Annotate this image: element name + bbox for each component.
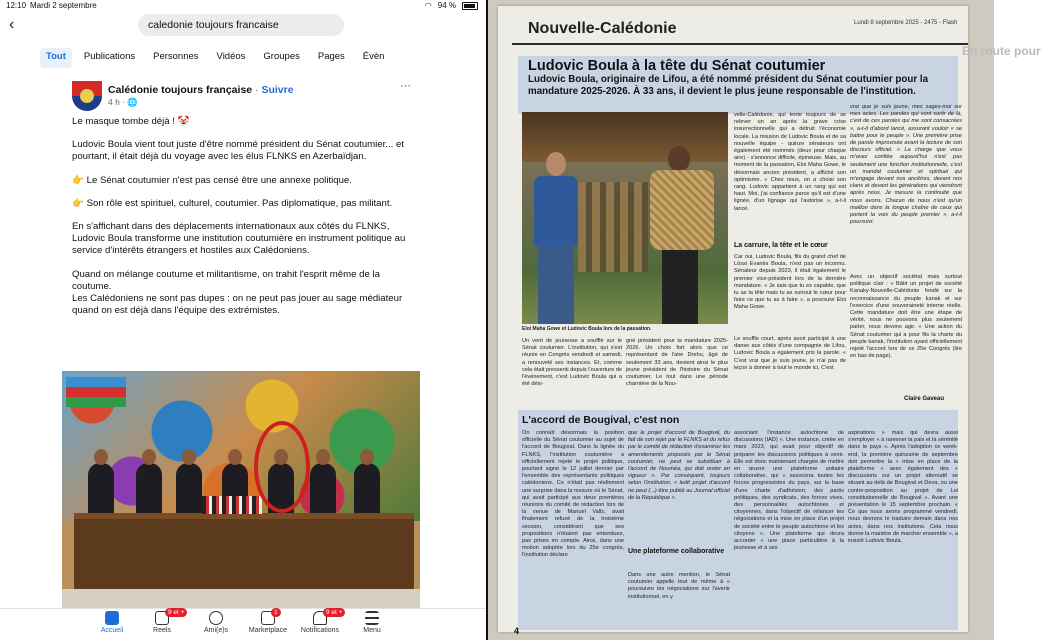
tab-videos[interactable]: Vidéos bbox=[216, 51, 246, 62]
author-separator: · bbox=[252, 84, 262, 96]
tab-evenements[interactable]: Évèn bbox=[362, 51, 385, 62]
status-bar bbox=[0, 0, 486, 12]
dancer-costume bbox=[650, 170, 714, 250]
post-time-text: 4 h · bbox=[108, 97, 126, 107]
home-icon bbox=[105, 611, 119, 625]
person-head bbox=[316, 449, 330, 465]
article-column: Dans une autre mention, le Sénat coutumier appelle tout de même à « poursuivre les négociations sur l'avenir institutionnel, en y bbox=[628, 572, 730, 600]
article-column: velle-Calédonie, qui tente toujours de se relever un an après la grave crise insurrectionnelle qui a détruit l'économie locale. La mission de Ludovic Boula et de sa nouvelle équipe - quinze sénateurs ont également été nommés (deux pour chaque aire) - s'annonce difficile, épineuse. Mais, au moment de la passation, Eloi Maha Gowe, le désormais ancien président, a affiché son optimisme. « Chez nous, on a choisi son rang. Ludovic appartient à un rang qui est haut. Moi, j'ai confiance parce qu'il est d'une lignée, d'un lignage qui l'autorise », a-t-il lancé. bbox=[734, 112, 846, 212]
friends-icon bbox=[209, 611, 223, 625]
nav-label: Menu bbox=[363, 627, 381, 634]
person bbox=[354, 463, 380, 515]
flag-stripe-green bbox=[66, 397, 126, 407]
person-head bbox=[182, 449, 196, 465]
reels-icon bbox=[155, 609, 185, 625]
photo-dancer bbox=[646, 146, 716, 324]
article-column: gné président pour la mandature 2025-2026. Un choix fort alors que ce représentant de l'aire Drehu, âgé de seulement 33 ans, devient ainsi le plus jeune président de l'histoire du Sénat coutumier. Le tout dans une période charnière de la Nou- bbox=[626, 338, 728, 388]
article-signature: Claire Gaveau bbox=[904, 396, 945, 402]
marketplace-icon bbox=[261, 609, 278, 625]
globe-icon: 🌐 bbox=[127, 97, 138, 107]
follow-button[interactable]: Suivre bbox=[261, 84, 294, 96]
tab-pages[interactable]: Pages bbox=[317, 51, 345, 62]
flag-stripe-blue bbox=[66, 377, 126, 387]
notifications-icon bbox=[313, 609, 343, 625]
photo-caption: Eloi Maha Gowe et Ludovic Boula lors de la passation. bbox=[522, 326, 652, 332]
page-avatar[interactable] bbox=[72, 81, 102, 111]
battery-icon bbox=[462, 2, 478, 10]
newspaper-date: Lundi 8 septembre 2025 - 2475 - Flash bbox=[854, 20, 958, 26]
tab-publications[interactable]: Publications bbox=[83, 51, 136, 62]
status-icons bbox=[425, 1, 478, 10]
post-author-line bbox=[108, 84, 294, 96]
notification-badge: 9 et + bbox=[165, 608, 187, 617]
floor bbox=[62, 589, 420, 609]
flag-stripe-red bbox=[66, 387, 126, 397]
newspaper-section: Nouvelle-Calédonie bbox=[528, 20, 677, 37]
section-rule bbox=[512, 43, 968, 45]
more-options-button[interactable]: ··· bbox=[400, 80, 411, 92]
post-photo[interactable] bbox=[62, 371, 420, 609]
newspaper-page bbox=[498, 6, 968, 636]
speaker-legs bbox=[538, 246, 574, 324]
nav-label: Ami(e)s bbox=[203, 627, 229, 634]
nav-menu[interactable] bbox=[342, 611, 402, 634]
page-number: 4 bbox=[514, 626, 520, 636]
conference-table bbox=[74, 519, 414, 589]
menu-icon bbox=[365, 611, 379, 625]
article-column: vrai que je suis jeune, mes sages-moi sur mes actes. Les paroles qui vont sortir de là, c'est de ces paroles qui me sont consacrées », a-t-il d'abord lancé, assurant vouloir « se battre pour le peuple ». Une première prise de parole improvisée avant la lecture de son discours officiel. « La charge que vous m'avez confiée aujourd'hui n'est pas seulement une fonction institutionnelle, c'est un mandat coutumier et spirituel qui m'engage devant nos ancêtres, devant nos clans et devant les générations qui viendront après nous. Je mesure la continuité que nous avons. Chacun de nous n'est qu'un maillon dans la longue chaîne de ceux qui portent la voix du peuple premier », a-t-il poursuivi. bbox=[850, 104, 962, 226]
wifi-icon: ◠ bbox=[424, 1, 432, 10]
person-head bbox=[228, 449, 242, 465]
post-time bbox=[108, 97, 138, 108]
article-lead: Ludovic Boula, originaire de Lifou, a été nommé président du Sénat coutumier pour la mandature 2025-2026. À 33 ans, il devient le plus jeune responsable de l'institution. bbox=[528, 74, 929, 97]
post-paragraph: Ludovic Boula vient tout juste d'être nommé président du Sénat coutumier... et pourtant, il était déjà du voyage avec les élus FLNKS en Azerbaïdjan. bbox=[72, 139, 404, 163]
article-column: Le souffle court, après avoir participé à une danse aux côtés d'une compagnie de Lifou, Ludovic Boula a également pris la parole. « C'est vrai que je suis jeune, je n'ai pas de leçon à donner à tout le monde ici. C'est bbox=[734, 336, 846, 371]
article-column: Un vent de jeunesse a soufflé sur le Sénat coutumier. L'institution, qui s'est réunie en Congrès vendredi et samedi, a renouvelé ses instances. Et, comme cela était pressenti depuis l'ouverture de l'événement, c'est Ludovic Boula qui a été dési- bbox=[522, 338, 622, 388]
battery-percent: 94 % bbox=[437, 1, 456, 10]
post-paragraph: Les Calédoniens ne sont pas dupes : on ne peut pas jouer au sage médiateur quand on est déjà dans l'équipe des extrémistes. bbox=[72, 293, 403, 317]
newspaper-photo-panel bbox=[488, 0, 1041, 640]
nav-notifications[interactable] bbox=[290, 611, 350, 634]
avatar-emblem bbox=[80, 89, 94, 103]
nav-label: Marketplace bbox=[248, 627, 288, 634]
status-time: 12:10 bbox=[6, 1, 27, 10]
article-column: Car oui, Ludovic Boula, fils du grand chef de Lössi Evanès Boula, n'est pas un inconnu. Sénateur depuis 2023, il était également le premier vice-président lors de la dernière mandature. « Je sais que tu es capable, que tu as la tête mais tu as surtout le cœur pour faire ce que tu as à faire », a poursuivi Eloi Maha Gowe. bbox=[734, 254, 846, 311]
notification-badge: 1 bbox=[271, 608, 281, 617]
post-author[interactable]: Calédonie toujours française bbox=[108, 84, 253, 96]
nav-label: Accueil bbox=[100, 627, 124, 634]
search-input[interactable]: caledonie toujours francaise bbox=[138, 14, 344, 36]
sidebar-article-title: L'accord de Bougival, c'est non bbox=[522, 414, 680, 426]
person-head bbox=[360, 449, 374, 465]
tab-personnes[interactable]: Personnes bbox=[153, 51, 199, 62]
post-paragraph: Le masque tombe déjà ! 🤡 bbox=[72, 116, 190, 127]
search-tabs bbox=[40, 48, 396, 68]
nav-marketplace[interactable] bbox=[238, 611, 298, 634]
photo-crowd bbox=[578, 182, 648, 272]
post-paragraph: Quand on mélange coutume et militantisme, on trahit l'esprit même de la coutume. bbox=[72, 268, 380, 292]
bottom-navigation bbox=[0, 608, 486, 641]
nav-label: Reels bbox=[153, 627, 171, 634]
article-column: associant l'instance autochtone de discussions (IAD) ». Une instance, créée en mars 2023, qui avait pour objectif de préparer les discussions politiques à venir. Elle est donc maintenant chargée de mettre en œuvre une plateforme unitaire collaborative, qui « associera toutes les forces progressistes du pays, sur la base d'une charte d'adhésion, des partis politiques, des syndicats, des forces vives, des personnalités autochtones et citoyennes, dans l'objectif de relancer les négociations et la mise en place d'un projet de société entre le peuple autochtone et les citoyens ». Une plateforme qui devra accorder « une place particulière à la jeunesse et à ses bbox=[734, 430, 844, 552]
person-head bbox=[142, 449, 156, 465]
person bbox=[88, 463, 114, 515]
article-subhead: Une plateforme collaborative bbox=[628, 548, 725, 555]
red-circle-annotation bbox=[254, 421, 310, 513]
nav-amis[interactable] bbox=[186, 611, 246, 634]
article-photo bbox=[522, 112, 728, 324]
flags bbox=[62, 371, 132, 411]
nav-label: Notifications bbox=[300, 627, 340, 634]
post-text bbox=[72, 116, 417, 328]
status-date: Mardi 2 septembre bbox=[30, 1, 97, 10]
notification-badge: 9 et + bbox=[323, 608, 345, 617]
person bbox=[176, 463, 202, 515]
post-paragraph: 👉 Son rôle est spirituel, culturel, coutumier. Pas diplomatique, pas militant. bbox=[72, 197, 393, 209]
person bbox=[310, 463, 336, 515]
photo-speaker bbox=[528, 152, 578, 324]
article-subhead: La carrure, la tête et le cœur bbox=[734, 242, 828, 249]
article-column: aspirations » mais qui devra aussi s'employer « à ramener la paix et la sérénité dans le pays ». Après l'adoption ce week-end, la première quinzaine de septembre doit permettre la « mise en place de la plateforme » avec également des « discussions sur un projet alternatif se situant au-delà de Bougival et Deva, ou une contre-proposition au projet de Loi constitutionnelle de Bougival ». Avant une présentation le 15 septembre prochain. « Ce que nous avons programmé vendredi, nous devrons le traduire demain dans nos actes, dans nos institutions. Cela nous donne la manière de marcher ensemble », a insisté Ludovic Boula. bbox=[848, 430, 958, 545]
article-column: On connaît désormais la position officielle du Sénat coutumier au sujet de l'accord de Bougival. Dans la lignée du FLNKS, l'institution coutumière a officiellement rejeté le projet politique, pourtant signé le 12 juillet dernier par l'ensemble des représentants politiques calédoniens. Ce n'était pas réellement une surprise dans la mesure où le Sénat, qui avait participé aux deux premières réunions du comité de rédaction lors de la venue de Manuel Valls, avait finalement refusé de la troisième session, considérant que ses propositions n'étaient pas entendues, pas prises en compte. Ainsi, dans une motion adoptée lors du 25e congrès, l'institution déclare bbox=[522, 430, 624, 559]
post-paragraph: En s'affichant dans des déplacements internationaux aux côtés du FLNKS, Ludovic Boula transforme une institution coutumière en instrument politique au service d'intérêts étrangers et hostiles aux Calédoniens. bbox=[72, 221, 406, 257]
adjacent-page-text: En route pour bbox=[962, 44, 1041, 58]
microphones bbox=[202, 496, 262, 514]
person-head bbox=[94, 449, 108, 465]
speaker-head bbox=[546, 152, 566, 176]
dancer-head bbox=[668, 146, 690, 172]
person bbox=[136, 463, 162, 515]
tab-tout[interactable]: Tout bbox=[40, 48, 72, 68]
dancer-legs bbox=[662, 250, 698, 324]
facebook-panel bbox=[0, 0, 486, 640]
speaker-body bbox=[534, 176, 578, 246]
nav-reels[interactable] bbox=[132, 611, 192, 634]
back-arrow-icon[interactable]: ‹ bbox=[9, 16, 15, 33]
article-column: Avec un objectif sociétal mais surtout politique clair : « Bâtir un projet de société Kanaky-Nouvelle-Calédonie fondé sur la reconnaissance du peuple kanak et sur l'exercice d'une souveraineté interne réelle. Cette mandature doit être une étape de vérité, nous ne pouvons plus seulement parler, nous devons agir. » Une action du Sénat coutumier qui a pour fils la charte du peuple kanak, l'institution ayant officiellement rejeté l'accord lors de ce 25e Congrès (lire en bas de page). bbox=[850, 274, 962, 360]
tab-groupes[interactable]: Groupes bbox=[263, 51, 300, 62]
article-column: que le projet d'accord de Bougival, du fait de son rejet par le FLNKS et du refus par le comité de rédaction d'examiner les amendements proposés par le Sénat coutumier, ne peut se substituer à l'accord de Nouméa, qui doit rester en vigueur ». Par conséquent, toujours selon l'institution, « ledit projet d'accord ne peut (...) être publié au Journal officiel de la République ». bbox=[628, 430, 730, 501]
post-paragraph: 👉 Le Sénat coutumier n'est pas censé être une annexe politique. bbox=[72, 174, 352, 186]
article-title: Ludovic Boula à la tête du Sénat coutumier bbox=[528, 58, 826, 74]
